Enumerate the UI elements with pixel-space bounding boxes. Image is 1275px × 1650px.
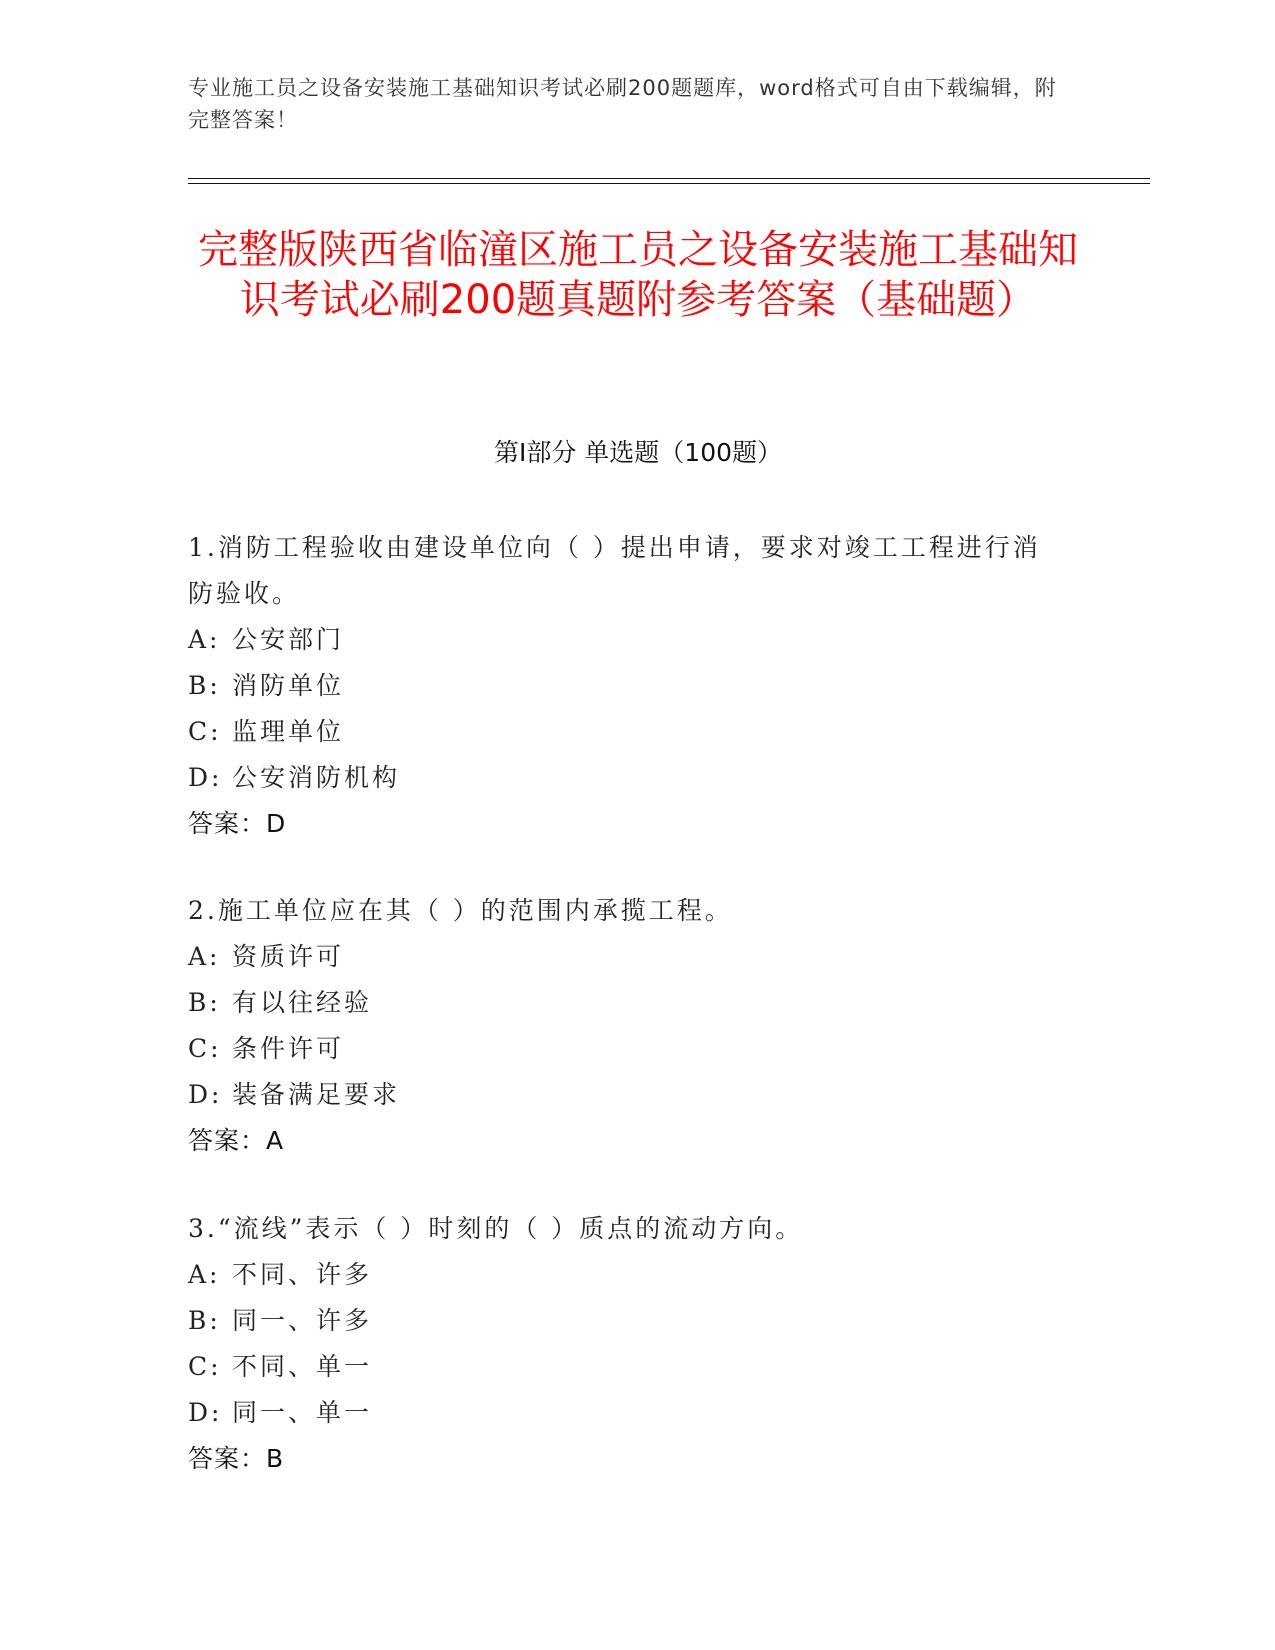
option-a <box>188 1252 1068 1298</box>
section-title: 第Ⅰ部分 单选题（100题） <box>493 438 783 467</box>
option-text: 公安消防机构 <box>232 763 401 792</box>
option-label: C: <box>188 1034 222 1063</box>
question-stem: 3.“流线”表示（ ）时刻的（ ）质点的流动方向。 <box>188 1214 804 1243</box>
header-note: 专业施工员之设备安装施工基础知识考试必刷200题题库，word格式可自由下载编辑，附完整答案！ <box>188 76 1057 132</box>
option-label: C: <box>188 1352 222 1381</box>
header-divider-thin <box>188 178 1150 179</box>
option-label: C: <box>188 717 222 746</box>
option-a <box>188 617 1068 663</box>
option-d <box>188 1072 1068 1118</box>
option-label: A: <box>188 942 221 971</box>
option-b <box>188 663 1068 709</box>
option-b <box>188 980 1068 1026</box>
option-text: 同一、许多 <box>232 1306 373 1335</box>
answer-line: 答案：D <box>188 809 287 838</box>
document-title: 完整版陕西省临潼区施工员之设备安装施工基础知识考试必刷200题真题附参考答案（基础题） <box>198 227 1078 323</box>
option-label: D: <box>188 1080 223 1109</box>
option-text: 监理单位 <box>232 717 345 746</box>
question-item <box>188 888 1068 1164</box>
question-stem: 2.施工单位应在其（ ）的范围内承揽工程。 <box>188 896 733 925</box>
answer-line: 答案：A <box>188 1126 285 1155</box>
option-text: 有以往经验 <box>232 988 373 1017</box>
option-text: 消防单位 <box>232 671 345 700</box>
header-divider-thick <box>188 183 1150 184</box>
option-c <box>188 709 1068 755</box>
option-text: 不同、单一 <box>232 1352 373 1381</box>
option-d <box>188 1390 1068 1436</box>
question-item <box>188 525 1068 847</box>
option-label: A: <box>188 625 221 654</box>
option-b <box>188 1298 1068 1344</box>
option-a <box>188 934 1068 980</box>
option-text: 不同、许多 <box>232 1260 373 1289</box>
option-label: B: <box>188 671 221 700</box>
option-text: 条件许可 <box>232 1034 345 1063</box>
option-text: 同一、单一 <box>232 1398 373 1427</box>
question-stem: 1.消防工程验收由建设单位向（ ）提出申请，要求对竣工工程进行消防验收。 <box>188 533 1041 608</box>
option-c <box>188 1344 1068 1390</box>
option-label: A: <box>188 1260 221 1289</box>
question-item <box>188 1206 1068 1482</box>
option-c <box>188 1026 1068 1072</box>
answer-line: 答案：B <box>188 1444 285 1473</box>
option-label: B: <box>188 1306 221 1335</box>
option-text: 装备满足要求 <box>232 1080 401 1109</box>
option-label: B: <box>188 988 221 1017</box>
option-label: D: <box>188 763 223 792</box>
option-text: 公安部门 <box>232 625 345 654</box>
option-label: D: <box>188 1398 223 1427</box>
option-d <box>188 755 1068 801</box>
option-text: 资质许可 <box>232 942 345 971</box>
